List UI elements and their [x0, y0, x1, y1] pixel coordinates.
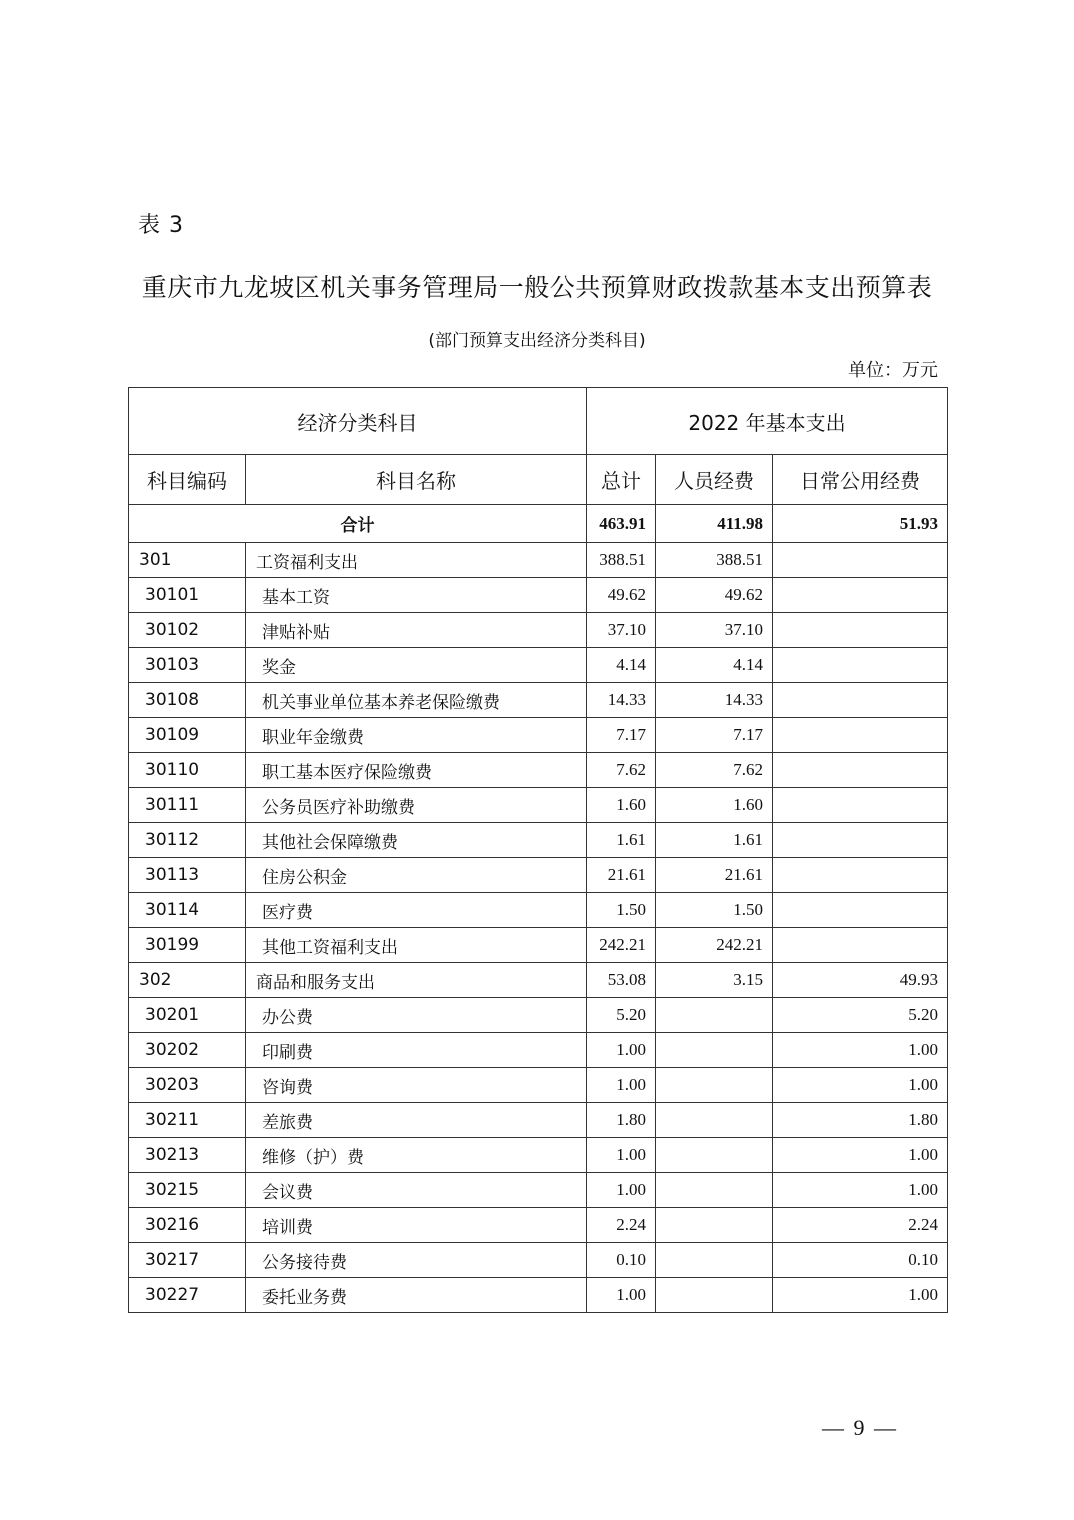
row-personnel: 4.14: [656, 648, 773, 683]
row-total: 7.62: [587, 753, 656, 788]
row-personnel: 14.33: [656, 683, 773, 718]
row-code: 30113: [129, 858, 246, 893]
row-code: 30216: [129, 1208, 246, 1243]
row-code: 30227: [129, 1278, 246, 1313]
row-public: [773, 823, 948, 858]
column-header-public: 日常公用经费: [773, 455, 948, 505]
table-row: [129, 858, 948, 893]
row-total: 0.10: [587, 1243, 656, 1278]
row-name: 公务接待费: [246, 1243, 587, 1278]
row-name: 医疗费: [246, 893, 587, 928]
header-group-basic-expenditure: 2022 年基本支出: [587, 388, 948, 455]
table-row: [129, 1278, 948, 1313]
row-personnel: [656, 1103, 773, 1138]
table-row: [129, 1103, 948, 1138]
row-code: 30199: [129, 928, 246, 963]
row-name: 差旅费: [246, 1103, 587, 1138]
row-code: 30213: [129, 1138, 246, 1173]
total-cell-personnel: 411.98: [656, 505, 773, 543]
row-code: 30110: [129, 753, 246, 788]
table-row: [129, 543, 948, 578]
row-name: 工资福利支出: [246, 543, 587, 578]
row-personnel: 388.51: [656, 543, 773, 578]
row-name: 基本工资: [246, 578, 587, 613]
total-label: 合计: [129, 505, 587, 543]
row-public: [773, 683, 948, 718]
column-header-name: 科目名称: [246, 455, 587, 505]
row-name: 咨询费: [246, 1068, 587, 1103]
row-name: 津贴补贴: [246, 613, 587, 648]
table-row: [129, 683, 948, 718]
page-title: 重庆市九龙坡区机关事务管理局一般公共预算财政拨款基本支出预算表: [141, 273, 933, 302]
row-public: [773, 718, 948, 753]
row-code: 30217: [129, 1243, 246, 1278]
row-code: 30102: [129, 613, 246, 648]
table-row: [129, 1033, 948, 1068]
row-personnel: 7.62: [656, 753, 773, 788]
table-row: [129, 718, 948, 753]
table-row: [129, 963, 948, 998]
row-personnel: 242.21: [656, 928, 773, 963]
row-code: 30103: [129, 648, 246, 683]
row-total: 49.62: [587, 578, 656, 613]
row-personnel: 7.17: [656, 718, 773, 753]
row-code: 30112: [129, 823, 246, 858]
row-total: 1.00: [587, 1138, 656, 1173]
table-row: [129, 578, 948, 613]
row-name: 维修（护）费: [246, 1138, 587, 1173]
row-name: 商品和服务支出: [246, 963, 587, 998]
row-personnel: [656, 998, 773, 1033]
row-code: 30215: [129, 1173, 246, 1208]
row-name: 印刷费: [246, 1033, 587, 1068]
row-public: [773, 893, 948, 928]
column-header-total: 总计: [587, 455, 656, 505]
row-personnel: 21.61: [656, 858, 773, 893]
row-code: 30202: [129, 1033, 246, 1068]
row-public: 49.93: [773, 963, 948, 998]
row-name: 会议费: [246, 1173, 587, 1208]
row-code: 30108: [129, 683, 246, 718]
row-name: 奖金: [246, 648, 587, 683]
row-name: 委托业务费: [246, 1278, 587, 1313]
row-personnel: 1.61: [656, 823, 773, 858]
table-row: [129, 1138, 948, 1173]
row-code: 302: [129, 963, 246, 998]
row-total: 1.00: [587, 1068, 656, 1103]
row-total: 37.10: [587, 613, 656, 648]
total-cell-public: 51.93: [773, 505, 948, 543]
row-code: 30114: [129, 893, 246, 928]
row-public: [773, 858, 948, 893]
row-name: 其他社会保障缴费: [246, 823, 587, 858]
row-personnel: [656, 1243, 773, 1278]
row-code: 30203: [129, 1068, 246, 1103]
table-row: [129, 1068, 948, 1103]
row-public: [773, 928, 948, 963]
table-label: 表 3: [138, 213, 184, 238]
row-name: 职工基本医疗保险缴费: [246, 753, 587, 788]
row-public: 1.80: [773, 1103, 948, 1138]
table-row: [129, 893, 948, 928]
row-personnel: 1.50: [656, 893, 773, 928]
row-public: 0.10: [773, 1243, 948, 1278]
table-row: [129, 928, 948, 963]
row-public: [773, 753, 948, 788]
row-public: 1.00: [773, 1033, 948, 1068]
table-row: [129, 1173, 948, 1208]
table-row: [129, 998, 948, 1033]
row-name: 职业年金缴费: [246, 718, 587, 753]
row-public: [773, 613, 948, 648]
unit-label: 单位：万元: [848, 360, 938, 381]
table-row: [129, 823, 948, 858]
row-name: 其他工资福利支出: [246, 928, 587, 963]
page-number: — 9 —: [822, 1415, 898, 1440]
page-subtitle: (部门预算支出经济分类科目): [428, 331, 646, 351]
row-personnel: 3.15: [656, 963, 773, 998]
row-code: 30101: [129, 578, 246, 613]
row-total: 14.33: [587, 683, 656, 718]
row-name: 机关事业单位基本养老保险缴费: [246, 683, 587, 718]
row-code: 30109: [129, 718, 246, 753]
row-total: 53.08: [587, 963, 656, 998]
header-group-classification: 经济分类科目: [129, 388, 587, 455]
row-name: 住房公积金: [246, 858, 587, 893]
row-total: 2.24: [587, 1208, 656, 1243]
row-personnel: [656, 1278, 773, 1313]
row-total: 1.60: [587, 788, 656, 823]
row-public: [773, 788, 948, 823]
row-code: 301: [129, 543, 246, 578]
row-public: 1.00: [773, 1068, 948, 1103]
row-total: 4.14: [587, 648, 656, 683]
row-public: 1.00: [773, 1278, 948, 1313]
row-public: 1.00: [773, 1173, 948, 1208]
row-personnel: [656, 1138, 773, 1173]
row-code: 30111: [129, 788, 246, 823]
row-total: 21.61: [587, 858, 656, 893]
total-row: [129, 505, 948, 543]
table-row: [129, 1208, 948, 1243]
row-personnel: [656, 1033, 773, 1068]
total-cell-total: 463.91: [587, 505, 656, 543]
row-personnel: [656, 1068, 773, 1103]
row-name: 办公费: [246, 998, 587, 1033]
row-personnel: 49.62: [656, 578, 773, 613]
row-name: 公务员医疗补助缴费: [246, 788, 587, 823]
row-public: [773, 648, 948, 683]
column-header-personnel: 人员经费: [656, 455, 773, 505]
table-row: [129, 1243, 948, 1278]
row-total: 1.80: [587, 1103, 656, 1138]
row-total: 1.00: [587, 1033, 656, 1068]
row-public: 1.00: [773, 1138, 948, 1173]
table-row: [129, 788, 948, 823]
row-personnel: 1.60: [656, 788, 773, 823]
header-row-group: [129, 388, 948, 455]
row-public: [773, 543, 948, 578]
row-name: 培训费: [246, 1208, 587, 1243]
row-personnel: [656, 1208, 773, 1243]
table-row: [129, 613, 948, 648]
table-row: [129, 648, 948, 683]
row-code: 30201: [129, 998, 246, 1033]
table-row: [129, 753, 948, 788]
row-personnel: [656, 1173, 773, 1208]
column-header-code: 科目编码: [129, 455, 246, 505]
budget-table: [128, 387, 948, 1313]
row-personnel: 37.10: [656, 613, 773, 648]
row-total: 388.51: [587, 543, 656, 578]
row-total: 1.50: [587, 893, 656, 928]
row-total: 242.21: [587, 928, 656, 963]
row-public: 5.20: [773, 998, 948, 1033]
row-public: [773, 578, 948, 613]
row-code: 30211: [129, 1103, 246, 1138]
header-row-columns: [129, 455, 948, 505]
row-total: 1.00: [587, 1278, 656, 1313]
row-public: 2.24: [773, 1208, 948, 1243]
row-total: 7.17: [587, 718, 656, 753]
row-total: 1.00: [587, 1173, 656, 1208]
row-total: 1.61: [587, 823, 656, 858]
row-total: 5.20: [587, 998, 656, 1033]
